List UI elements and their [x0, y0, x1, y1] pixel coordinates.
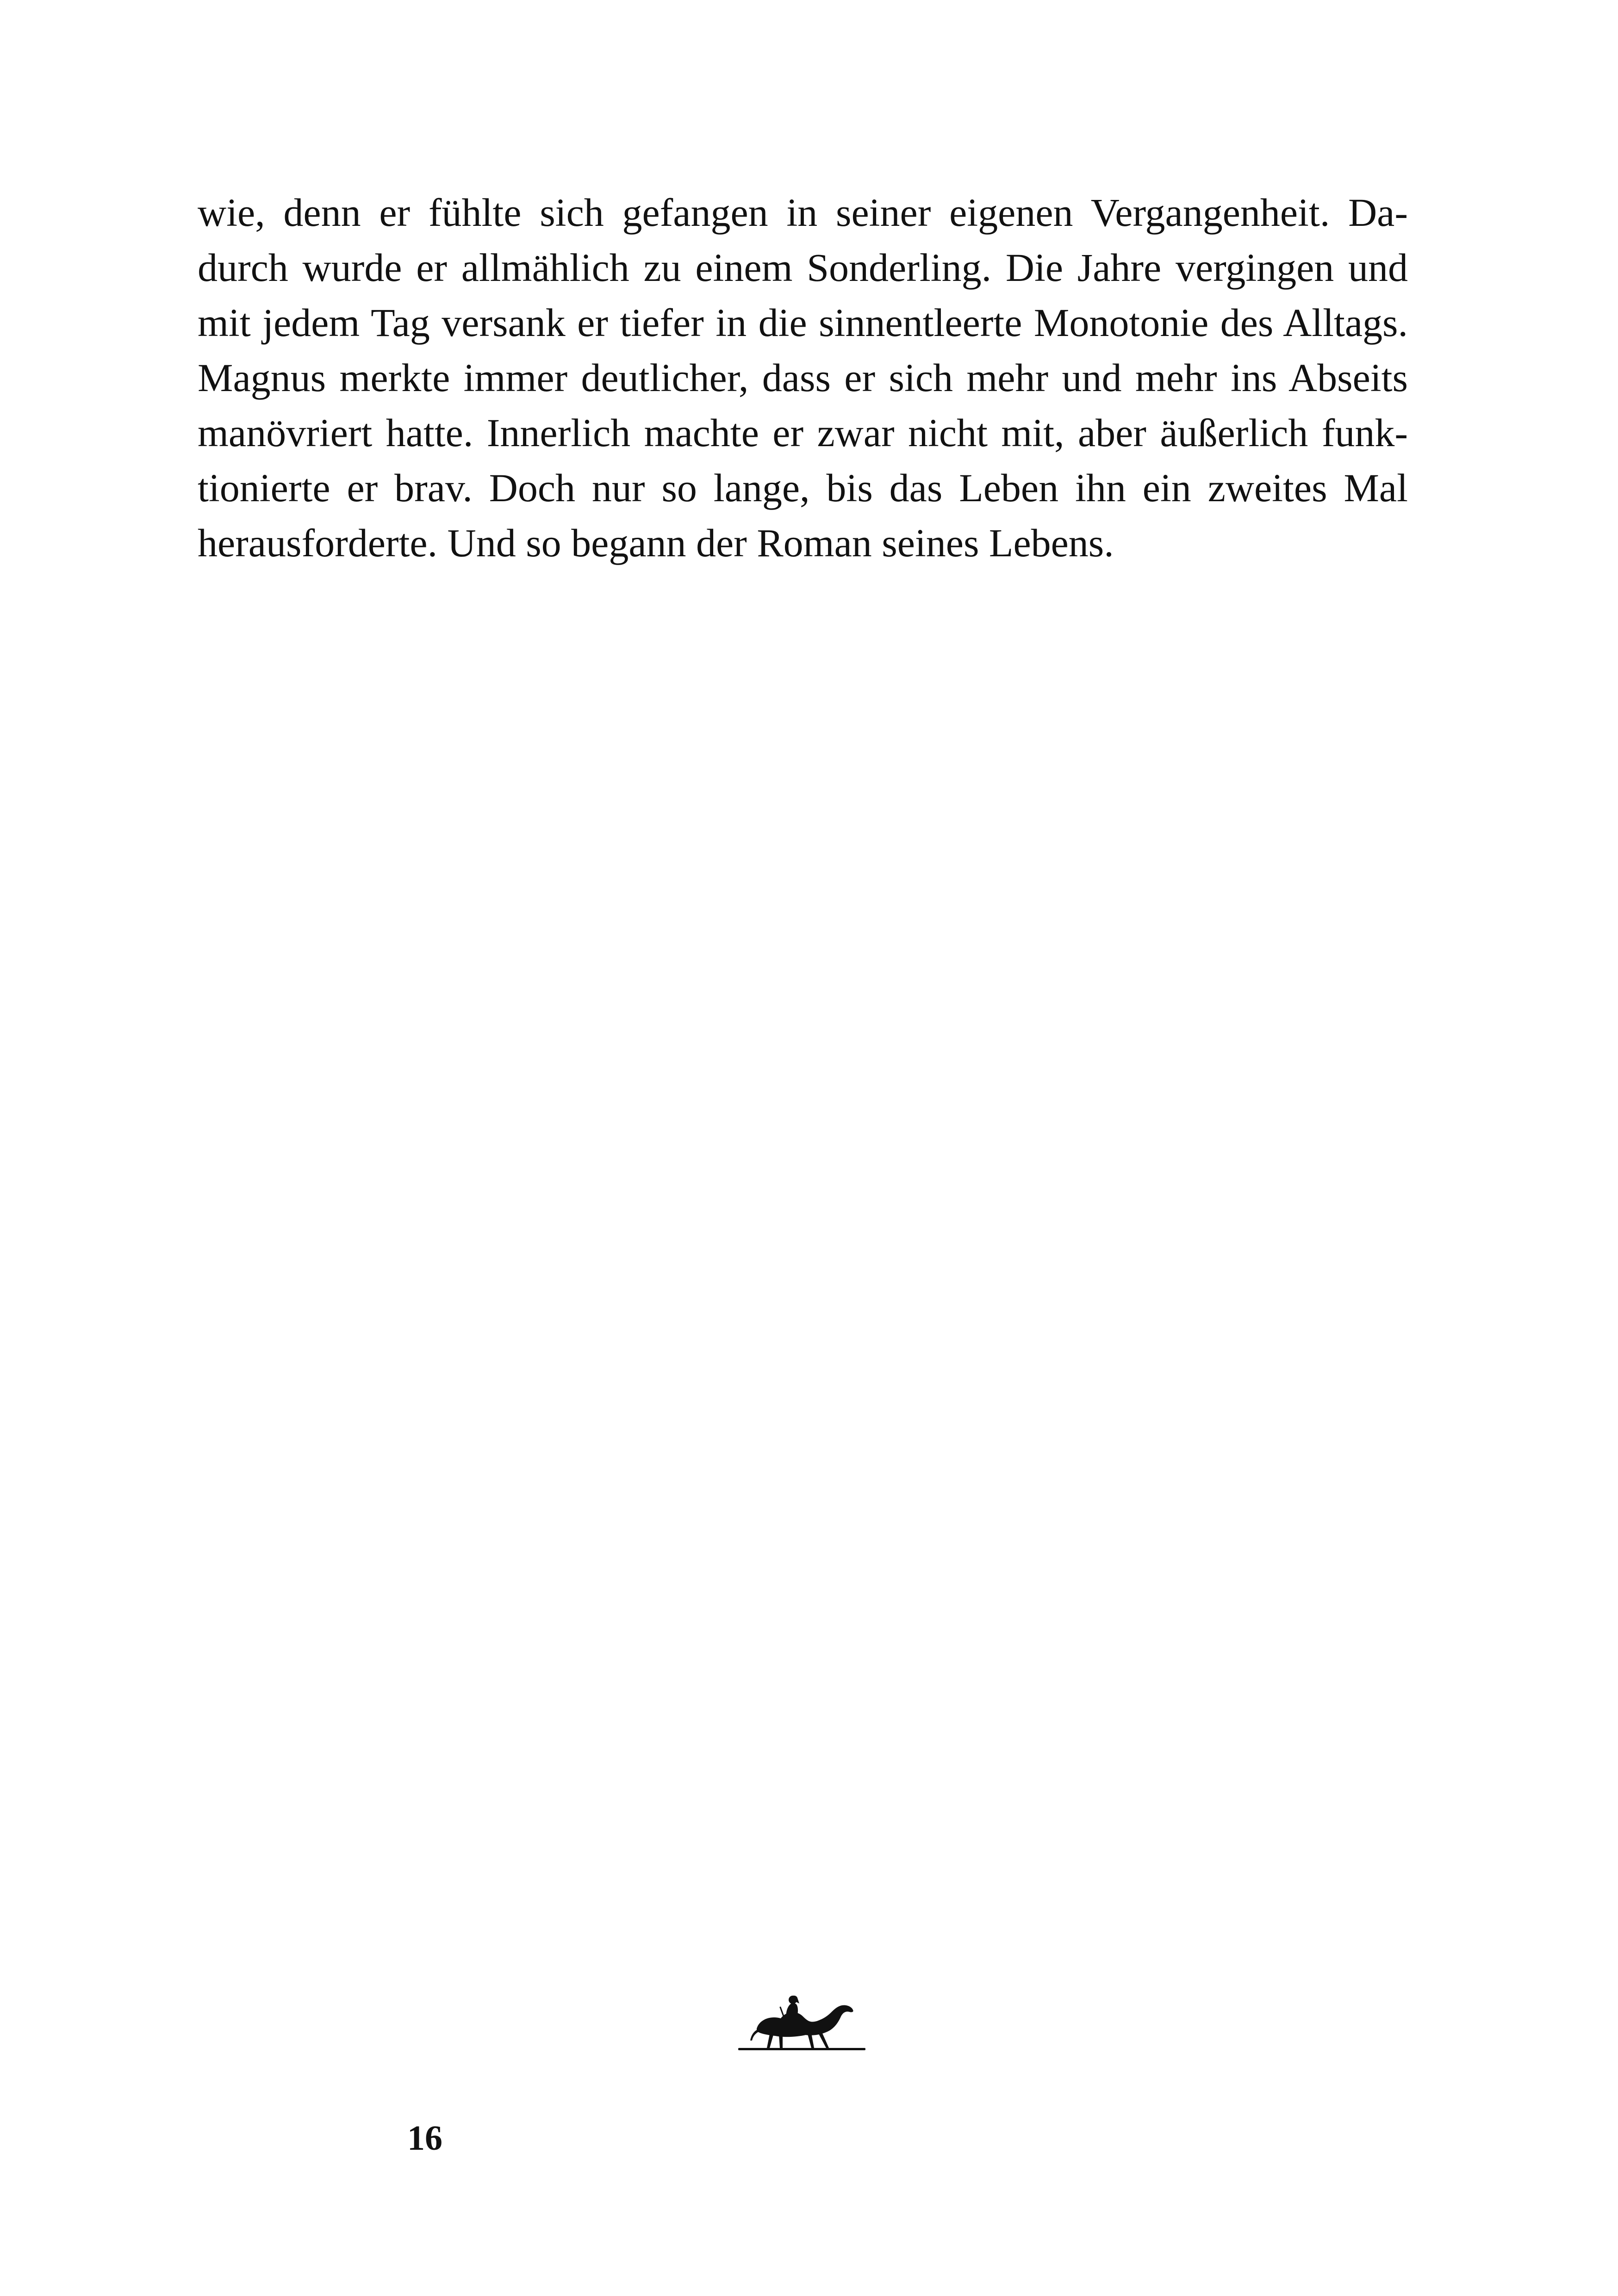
page-number: 16 [407, 2119, 442, 2158]
body-text [198, 185, 1408, 571]
text-line: durch wurde er allmählich zu einem Sonderling. Die Jahre vergingen und [198, 245, 1408, 290]
camel-rider-icon [738, 1992, 865, 2053]
text-line: mit jedem Tag versank er tiefer in die sinnentleerte Monotonie des Alltags. [198, 300, 1408, 345]
text-line: herausforderte. Und so begann der Roman seines Lebens. [198, 521, 1114, 565]
text-line: tionierte er brav. Doch nur so lange, bis das Leben ihn ein zweites Mal [198, 466, 1408, 510]
text-line: wie, denn er fühlte sich gefangen in seiner eigenen Vergangenheit. Da- [198, 190, 1408, 235]
text-line: manövriert hatte. Innerlich machte er zwar nicht mit, aber äußerlich funk- [198, 411, 1408, 455]
text-line: Magnus merkte immer deutlicher, dass er sich mehr und mehr ins Abseits [198, 355, 1408, 400]
